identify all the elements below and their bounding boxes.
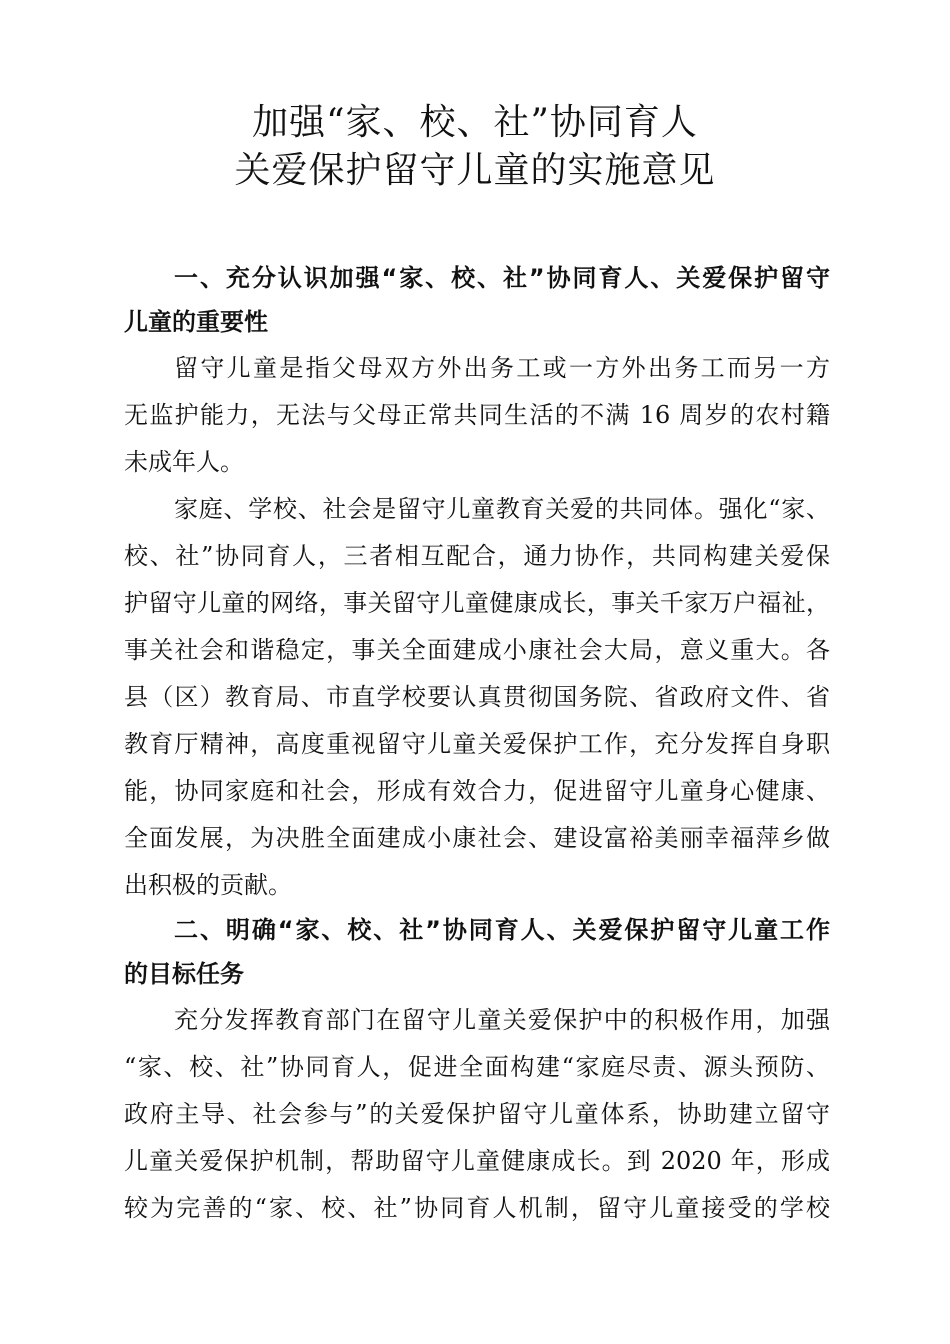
section-1-para-2-line: 出积极的贡献。 [124, 871, 292, 899]
section-1-para-2-line: 护留守儿童的网络，事关留守儿童健康成长，事关千家万户福祉， [124, 589, 830, 617]
document-title-line-2: 关爱保护留守儿童的实施意见 [234, 150, 716, 191]
section-1-para-2-line: 校、社”协同育人，三者相互配合，通力协作，共同构建关爱保 [124, 542, 830, 570]
section-2-heading-line-2: 的目标任务 [124, 960, 244, 988]
section-2-para-1-line: 儿童关爱保护机制，帮助留守儿童健康成长。到 2020 年，形成 [124, 1147, 830, 1175]
section-1-para-2-line: 教育厅精神，高度重视留守儿童关爱保护工作，充分发挥自身职 [124, 730, 830, 758]
section-1-para-2-line: 家庭、学校、社会是留守儿童教育关爱的共同体。强化“家、 [174, 495, 830, 523]
section-2-para-1-line: “家、校、社”协同育人，促进全面构建“家庭尽责、源头预防、 [124, 1053, 830, 1081]
section-1-para-2-line: 事关社会和谐稳定，事关全面建成小康社会大局，意义重大。各 [124, 636, 830, 664]
section-1-heading-line-1: 一、充分认识加强“家、校、社”协同育人、关爱保护留守 [174, 264, 830, 292]
section-1-para-2-line: 县（区）教育局、市直学校要认真贯彻国务院、省政府文件、省 [124, 683, 830, 711]
section-1-para-1-line: 未成年人。 [124, 448, 244, 476]
document-title-line-1: 加强“家、校、社”协同育人 [252, 102, 698, 143]
section-1-para-2-line: 能，协同家庭和社会，形成有效合力，促进留守儿童身心健康、 [124, 777, 830, 805]
section-1-para-2-line: 全面发展，为决胜全面建成小康社会、建设富裕美丽幸福萍乡做 [124, 824, 830, 852]
section-2-para-1-line: 充分发挥教育部门在留守儿童关爱保护中的积极作用，加强 [174, 1006, 830, 1034]
section-1-heading-line-2: 儿童的重要性 [124, 308, 268, 336]
section-1-para-1-line: 无监护能力，无法与父母正常共同生活的不满 16 周岁的农村籍 [124, 401, 830, 429]
section-2-para-1-line: 政府主导、社会参与”的关爱保护留守儿童体系，协助建立留守 [124, 1100, 830, 1128]
section-1-para-1-line: 留守儿童是指父母双方外出务工或一方外出务工而另一方 [174, 354, 830, 382]
section-2-para-1-line: 较为完善的“家、校、社”协同育人机制，留守儿童接受的学校 [124, 1194, 830, 1222]
section-2-heading-line-1: 二、明确“家、校、社”协同育人、关爱保护留守儿童工作 [174, 916, 830, 944]
